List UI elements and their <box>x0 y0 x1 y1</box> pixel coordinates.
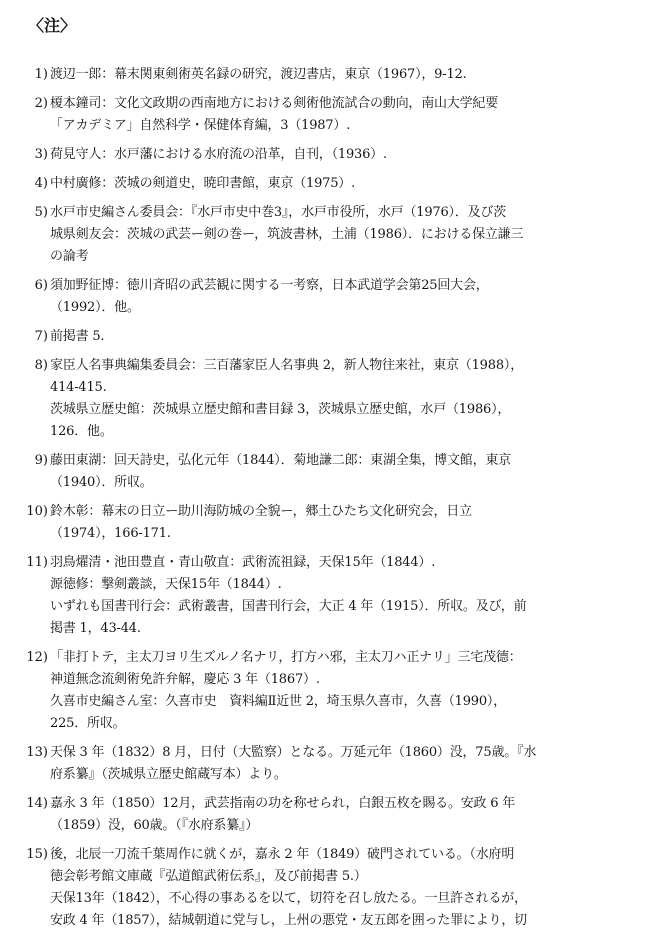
note-text-line: 後，北辰一刀流千葉周作に就くが，嘉永 2 年（1849）破門されている。（水府明 <box>50 847 515 862</box>
note-number: 11) <box>26 555 48 570</box>
note-number: 6) <box>34 278 48 293</box>
note-text-line: 天保13年（1842），不心得の事あるを以て，切符を召し放たる。一旦許されるが， <box>50 891 527 906</box>
notes-list <box>28 64 640 939</box>
note-number: 8) <box>34 358 48 373</box>
note-number: 13) <box>26 745 48 760</box>
note-number: 14) <box>26 796 48 811</box>
note-text-line: 嘉永 3 年（1850）12月，武芸指南の功を称せられ，白銀五枚を賜る。安政 6 年 <box>50 796 516 811</box>
note-number: 7) <box>34 329 48 344</box>
note-number: 2) <box>34 96 48 111</box>
note-item <box>28 450 640 494</box>
note-text-line: 榎本鐘司：文化文政期の西南地方における剣術他流試合の動向，南山大学紀要 <box>50 96 499 111</box>
note-text-line: 城県剣友会：茨城の武芸ー剣の巻ー，筑波書林，土浦（1986）．における保立謙三 <box>50 227 524 242</box>
note-text-line: 家臣人名事典編集委員会：三百藩家臣人名事典 2，新人物往来社，東京（1988）， <box>50 358 523 373</box>
note-text-line: 渡辺一郎：幕末関東剣術英名録の研究，渡辺書店，東京（1967），9-12. <box>50 67 467 82</box>
note-text-line: 羽鳥燿清・池田豊直・青山敬直：武術流祖録，天保15年（1844）. <box>50 555 436 570</box>
note-text-line: 徳会彰考館文庫蔵『弘道館武術伝系』，及び前掲書 5.） <box>50 869 367 884</box>
note-item <box>28 793 640 837</box>
note-text-line: 府系纂』（茨城県立歴史館蔵写本）より。 <box>50 767 287 782</box>
note-number: 12) <box>26 650 48 665</box>
note-text-line: 前掲書 5. <box>50 329 105 344</box>
note-text-line: 久喜市史編さん室：久喜市史 資料編Ⅱ近世 2，埼玉県久喜市，久喜（1990）， <box>50 694 507 709</box>
note-item <box>28 326 640 348</box>
note-text-line: いずれも国書刊行会：武術叢書，国書刊行会，大正 4 年（1915）．所収。及び，前 <box>50 599 527 614</box>
note-text-line: （1940）．所収。 <box>50 475 153 490</box>
note-text-line: 中村廣修：茨城の剣道史，暁印書館，東京（1975）. <box>50 176 356 191</box>
note-text-line: （1859）没，60歳。（『水府系纂』） <box>50 818 259 833</box>
note-item <box>28 275 640 319</box>
note-item <box>28 93 640 137</box>
note-text-line: 須加野征博：徳川斉昭の武芸観に関する一考察，日本武道学会第25回大会， <box>50 278 489 293</box>
note-number: 10) <box>26 504 48 519</box>
note-text-line: 414-415. <box>50 380 107 395</box>
note-text-line: 源徳修：撃剣叢談，天保15年（1844）. <box>50 577 282 592</box>
note-number: 4) <box>34 176 48 191</box>
note-text-line: 水戸市史編さん委員会：『水戸市史中巻3』，水戸市役所，水戸（1976）．及び茨 <box>50 205 507 220</box>
note-text-line: 225．所収。 <box>50 716 126 731</box>
note-text-line: の論考 <box>50 249 89 264</box>
note-text-line: 天保 3 年（1832）8 月，日付（大監察）となる。万延元年（1860）没，75歳。『水 <box>50 745 537 760</box>
note-text-line: （1974），166-171. <box>50 526 171 541</box>
note-number: 3) <box>34 147 48 162</box>
note-text-line: 安政 4 年（1857），結城朝道に党与し，上州の悪党・友五郎を囲った罪により，切 <box>50 913 527 928</box>
note-text-line: 「非打トテ，主太刀ヨリ生ズルノ名ナリ，打方ハ邪，主太刀ハ正ナリ」三宅茂德： <box>50 650 522 665</box>
note-number: 9) <box>34 453 48 468</box>
note-number: 1) <box>34 67 48 82</box>
note-item <box>28 742 640 786</box>
note-item <box>28 501 640 545</box>
note-item <box>28 64 640 86</box>
note-number: 5) <box>34 205 48 220</box>
note-text-line: 126．他。 <box>50 424 113 439</box>
note-item <box>28 647 640 735</box>
note-item <box>28 552 640 640</box>
note-text-line: （1992）．他。 <box>50 300 140 315</box>
note-text-line: 鈴木彰：幕末の日立ー助川海防城の全貌ー，郷土ひたち文化研究会，日立 <box>50 504 472 519</box>
note-item <box>28 844 640 932</box>
note-text-line: 荷見守人：水戸藩における水府流の沿革，自刊，（1936）. <box>50 147 387 162</box>
note-item <box>28 202 640 268</box>
note-item <box>28 173 640 195</box>
note-number: 15) <box>26 847 48 862</box>
note-text-line: 藤田東湖：回天詩史，弘化元年（1844）．菊地謙二郎：東湖全集，博文館，東京 <box>50 453 511 468</box>
note-item <box>28 144 640 166</box>
note-text-line: 「アカデミア」自然科学・保健体育編，3（1987）. <box>50 118 351 133</box>
notes-heading: 〈注〉 <box>28 16 77 35</box>
note-item <box>28 355 640 443</box>
note-text-line: 掲書 1，43-44. <box>50 621 141 636</box>
note-text-line: 神道無念流剣術免許弁解，慶応 3 年（1867）. <box>50 672 320 687</box>
note-text-line: 茨城県立歴史館：茨城県立歴史館和書目録 3，茨城県立歴史館，水戸（1986）， <box>50 402 511 417</box>
